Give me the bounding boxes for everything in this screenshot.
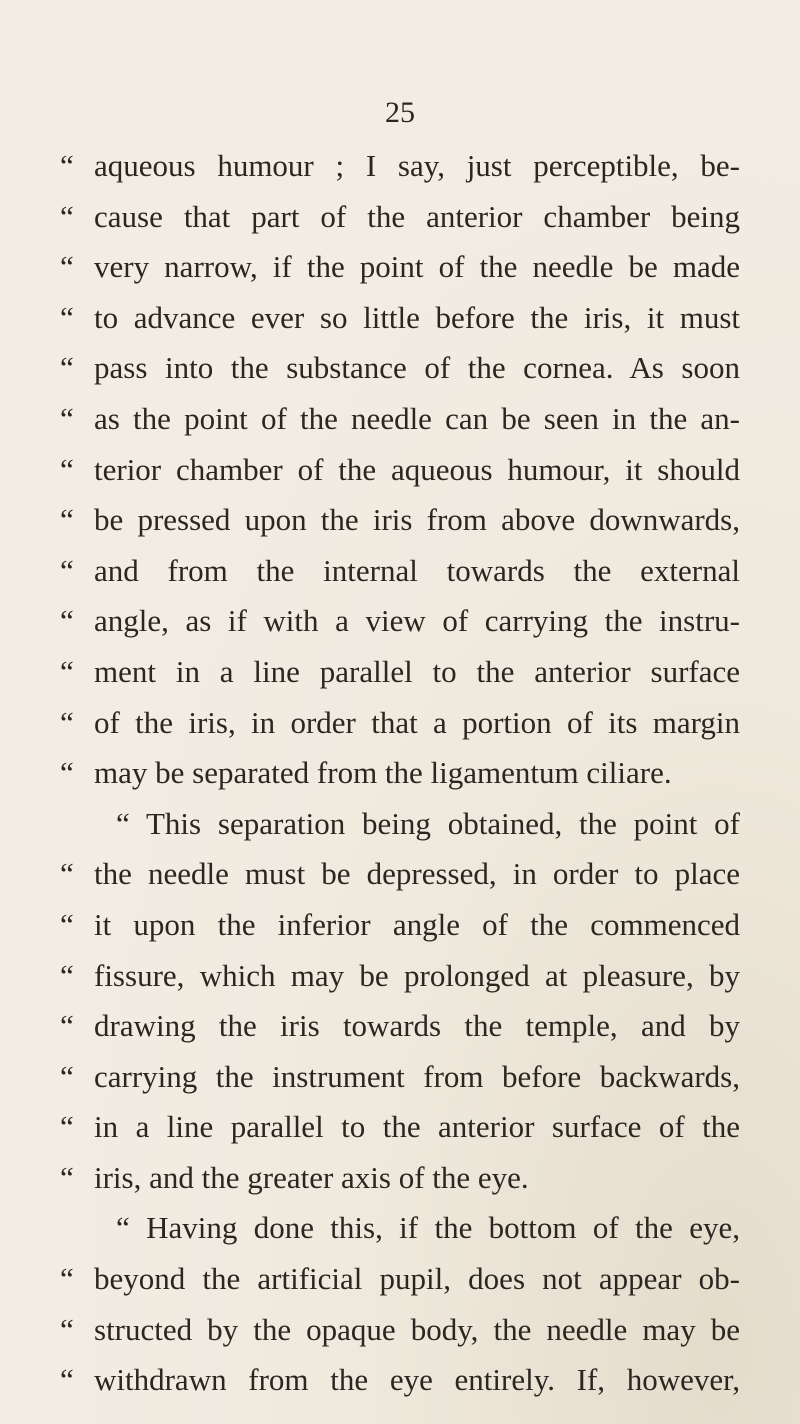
quote-mark: “: [60, 755, 74, 791]
line-text: it upon the inferior angle of the commenced: [94, 906, 740, 942]
quote-mark: “: [60, 1159, 74, 1195]
line-text: iris, and the greater axis of the eye.: [94, 1159, 529, 1195]
quote-mark: “: [60, 502, 74, 538]
text-line: [60, 500, 740, 551]
quote-mark: “: [60, 906, 74, 942]
quote-mark: “: [60, 249, 74, 285]
line-text: in a line parallel to the anterior surface of the: [94, 1109, 740, 1145]
quote-mark: “: [60, 350, 74, 386]
line-text: of the iris, in order that a portion of its margin: [94, 704, 740, 740]
line-text: “ Having done this, if the bottom of the eye,: [116, 1210, 740, 1246]
quote-mark: “: [60, 1008, 74, 1044]
text-line: [60, 1208, 740, 1259]
body-text: [60, 146, 740, 1411]
quote-mark: “: [60, 603, 74, 639]
quote-mark: “: [60, 1362, 74, 1398]
text-line: [60, 197, 740, 248]
quote-mark: “: [60, 1109, 74, 1145]
line-text: withdrawn from the eye entirely. If, however,: [94, 1362, 740, 1398]
line-text: very narrow, if the point of the needle be made: [94, 249, 740, 285]
text-line: [60, 1158, 740, 1209]
line-text: and from the internal towards the external: [94, 552, 740, 588]
text-line: [60, 703, 740, 754]
line-text: “ This separation being obtained, the point of: [116, 805, 740, 841]
quote-mark: “: [60, 856, 74, 892]
line-text: aqueous humour ; I say, just perceptible, be-: [94, 148, 740, 183]
quote-mark: “: [60, 704, 74, 740]
line-text: to advance ever so little before the iris, it must: [94, 299, 740, 335]
quote-mark: “: [60, 148, 74, 183]
text-line: [60, 1259, 740, 1310]
text-line: [60, 804, 740, 855]
text-line: [60, 1057, 740, 1108]
text-line: [60, 1360, 740, 1411]
text-line: [60, 247, 740, 298]
line-text: carrying the instrument from before backwards,: [94, 1058, 740, 1094]
text-line: [60, 1310, 740, 1361]
text-line: [60, 399, 740, 450]
text-line: [60, 298, 740, 349]
line-text: drawing the iris towards the temple, and by: [94, 1008, 740, 1044]
line-text: beyond the artificial pupil, does not appear ob-: [94, 1261, 740, 1297]
line-text: fissure, which may be prolonged at pleasure, by: [94, 957, 740, 993]
text-line: [60, 854, 740, 905]
line-text: as the point of the needle can be seen in the an-: [94, 400, 740, 436]
quote-mark: “: [60, 400, 74, 436]
text-line: [60, 753, 740, 804]
line-text: pass into the substance of the cornea. As soon: [94, 350, 740, 386]
text-line: [60, 1006, 740, 1057]
text-line: [60, 601, 740, 652]
line-text: ment in a line parallel to the anterior surface: [94, 653, 740, 689]
quote-mark: “: [60, 653, 74, 689]
line-text: structed by the opaque body, the needle may be: [94, 1311, 740, 1347]
line-text: may be separated from the ligamentum ciliare.: [94, 755, 672, 791]
text-line: [60, 450, 740, 501]
line-text: terior chamber of the aqueous humour, it should: [94, 451, 740, 487]
quote-mark: “: [60, 1311, 74, 1347]
quote-mark: “: [60, 957, 74, 993]
text-line: [60, 956, 740, 1007]
text-line: [60, 905, 740, 956]
quote-mark: “: [60, 1058, 74, 1094]
text-line: [60, 146, 740, 197]
page-number: 25: [385, 96, 415, 129]
line-text: be pressed upon the iris from above downwards,: [94, 502, 740, 538]
quote-mark: “: [60, 299, 74, 335]
line-text: cause that part of the anterior chamber being: [94, 198, 740, 234]
line-text: angle, as if with a view of carrying the instru-: [94, 603, 740, 639]
text-line: [60, 551, 740, 602]
text-line: [60, 348, 740, 399]
line-text: the needle must be depressed, in order to place: [94, 856, 740, 892]
text-line: [60, 1107, 740, 1158]
text-line: [60, 652, 740, 703]
quote-mark: “: [60, 1261, 74, 1297]
quote-mark: “: [60, 451, 74, 487]
quote-mark: “: [60, 198, 74, 234]
quote-mark: “: [60, 552, 74, 588]
